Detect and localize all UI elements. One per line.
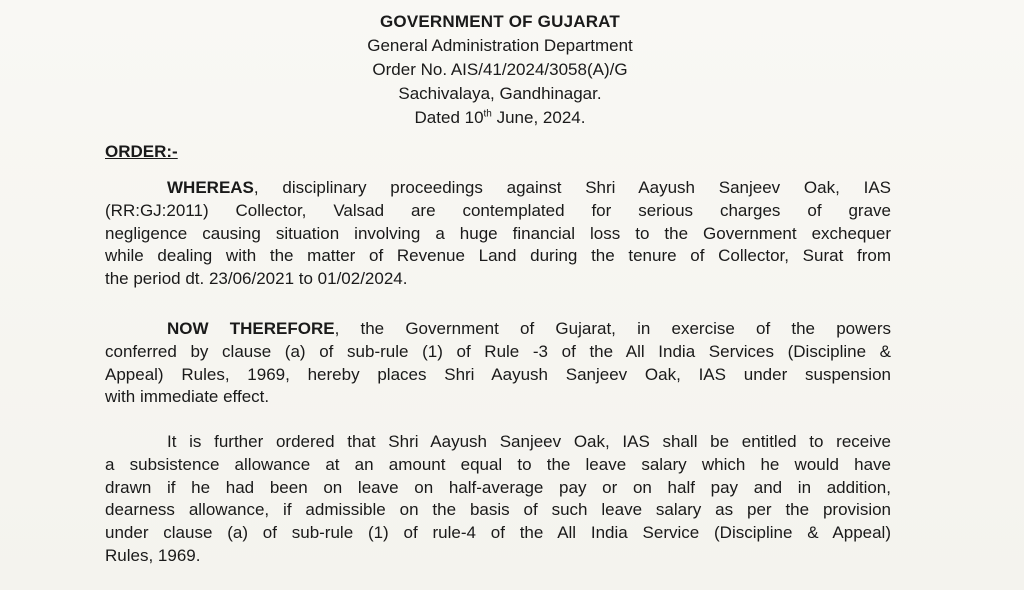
paragraph-line: drawn if he had been on leave on half-average pay or on half pay and in addition,	[105, 477, 891, 497]
department-name: General Administration Department	[367, 36, 633, 55]
date-suffix: June, 2024.	[491, 108, 586, 127]
issue-date	[0, 106, 1000, 130]
paragraph-allowance	[105, 431, 891, 568]
paragraph-line: a subsistence allowance at an amount equal to the leave salary which he would have	[105, 454, 891, 474]
now-therefore-lead: NOW THEREFORE	[167, 319, 335, 338]
paragraph-line: (RR:GJ:2011) Collector, Valsad are contemplated for serious charges of grave	[105, 200, 891, 220]
paragraph-line: It is further ordered that Shri Aayush Sanjeev Oak, IAS shall be entitled to receive	[167, 432, 891, 451]
date-superscript: th	[483, 108, 492, 120]
paragraph-line: Appeal) Rules, 1969, hereby places Shri Aayush Sanjeev Oak, IAS under suspension	[105, 364, 891, 384]
order-heading: ORDER:-	[105, 142, 178, 161]
order-number: Order No. AIS/41/2024/3058(A)/G	[372, 60, 628, 79]
paragraph-whereas	[105, 177, 891, 291]
paragraph-line: negligence causing situation involving a huge financial loss to the Government exchequer	[105, 223, 891, 243]
date-prefix: Dated 10	[414, 108, 484, 127]
paragraph-line: Rules, 1969.	[105, 545, 201, 565]
paragraph-line	[105, 177, 891, 200]
paragraph-line: with immediate effect.	[105, 387, 270, 407]
paragraph-line: while dealing with the matter of Revenue Land during the tenure of Collector, Surat from	[105, 246, 891, 266]
paragraph-now-therefore	[105, 318, 891, 409]
line-text: , disciplinary proceedings against Shri Aayush Sanjeev Oak, IAS	[253, 178, 891, 197]
issue-place: Sachivalaya, Gandhinagar.	[398, 84, 602, 103]
paragraph-line	[105, 318, 891, 341]
line-text: , the Government of Gujarat, in exercise of the powers	[334, 319, 891, 338]
government-title: GOVERNMENT OF GUJARAT	[379, 12, 620, 31]
paragraph-line: under clause (a) of sub-rule (1) of rule-4 of the All India Service (Discipline & Appeal)	[105, 523, 891, 543]
paragraph-line: conferred by clause (a) of sub-rule (1) of Rule -3 of the All India Services (Discipline &	[105, 341, 891, 361]
paragraph-line: dearness allowance, if admissible on the basis of such leave salary as per the provision	[105, 500, 891, 520]
whereas-lead: WHEREAS	[167, 178, 254, 197]
paragraph-line: the period dt. 23/06/2021 to 01/02/2024.	[105, 269, 408, 289]
document-header	[0, 10, 1000, 130]
